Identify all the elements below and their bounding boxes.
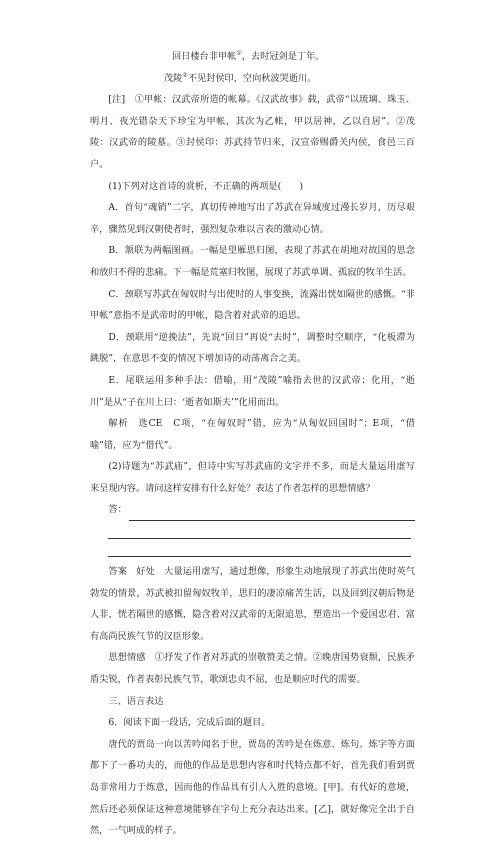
question-1-stem: (1)下列对这首诗的赏析，不正确的两项是( ) xyxy=(108,180,304,192)
poem-line-1-text: 回日楼台非甲帐 xyxy=(172,51,237,62)
answer-label: 答： xyxy=(108,504,127,516)
poem-line-1-rest: ，去时冠剑是丁年。 xyxy=(241,51,325,62)
answer-line-3[interactable] xyxy=(108,539,411,557)
option-c: C．颈联写苏武在匈奴时与出使时的人事变换，流露出恍如隔世的感慨。“非甲帐”意指不是武帝时的甲帐，隐含着对武帝的追思。 xyxy=(90,288,415,322)
answer-feelings: 思想情感 ①抒发了作者对苏武的崇敬赞美之情。②晚唐国势衰颓，民族矛盾尖锐，作者表彰民族气节，歌颂忠贞不屈，也是顺应时代的需要。 xyxy=(90,652,415,686)
option-b: B．颔联为两幅图画。一幅是望雁思归图，表现了苏武在胡地对故国的思念和放归不得的悲痛。下一幅是荒塞归牧图，展现了苏武单调、孤寂的牧羊生活。 xyxy=(90,245,415,278)
answer-line-2[interactable] xyxy=(108,521,411,539)
answer-line-1 xyxy=(108,499,415,521)
option-a: A．首句“魂销”二字，真切传神地写出了苏武在异域度过漫长岁月，历尽艰辛，骤然见到汉朝使者时，强烈复杂难以言表的激动心情。 xyxy=(90,202,415,235)
answer-blank[interactable] xyxy=(129,506,415,521)
question-6-stem: 6．阅读下面一段话，完成后面的题目。 xyxy=(108,717,271,729)
question-1-analysis: 解析 选CE C项，“在匈奴时”错，应为“从匈奴回国时”；E项，“借喻”错，应为“借代”。 xyxy=(90,418,415,451)
question-2-stem: (2)诗题为“苏武庙”，但诗中实写苏武庙的文字并不多，而是大量运用虚写来呈现内容。请问这样安排有什么好处？表达了作者怎样的思想情感？ xyxy=(90,461,415,494)
option-d: D．颈联用“逆挽法”，先说“回日”再说“去时”，调整时空顺序，“化板滞为跳脱”，在意思不变的情况下增加诗的动荡离合之美。 xyxy=(90,331,415,365)
footnote-marker-2: ② xyxy=(182,71,188,79)
reading-passage: 唐代的贾岛一向以苦吟闻名于世，贾岛的苦吟是在炼意、炼句、炼字等方面都下了一番功夫的，而他的作品是思想内容和时代特点都不好，首先我们看到贾岛非常用力于炼意，因而他的作品具有引人入胜的意境。[甲]。有代好的意境，然后还必须保证这种意境能够在字句上充分表达出来。[乙]，就好像完全出于自然，一气呵成的样子。 xyxy=(90,738,415,837)
section-heading: 三、语言表达 xyxy=(108,695,164,707)
document-body xyxy=(90,46,415,842)
answer-text: 答案 好处 大量运用虚写，通过想像，形象生动地展现了苏武出使时英气勃发的情景，苏武被扣留匈奴牧羊，思归的凄凉痛苦生活，以及回到汉朝后物是人非，恍若隔世的感慨，隐含着对汉武帝的无限追思，塑造出一个爱国忠君、富有高尚民族气节的汉臣形象。 xyxy=(90,566,415,642)
option-e: E．尾联运用多种手法：借喻，用“茂陵”喻指去世的汉武帝；化用，“逝川”是从“子在川上曰：‘逝者如斯夫’”化用而出。 xyxy=(90,374,415,408)
poem-line-2-rest: 不见封侯印，空向秋波哭逝川。 xyxy=(187,72,317,84)
poem-line-2-text: 茂陵 xyxy=(164,72,183,84)
footnote-marker-1: ① xyxy=(236,49,242,57)
poem-annotation: [注] ①甲帐：汉武帝所造的帐幕。《汉武故事》载，武帝“以琉璃、珠玉、明月、夜光错杂天下珍宝为甲帐，其次为乙帐，甲以居神，乙以自居”。②茂陵：汉武帝的陵墓。③封侯印：苏武持节归来，汉宣帝赐爵关内侯，食邑三百户。 xyxy=(90,94,415,170)
poem-line-1 xyxy=(172,46,415,68)
poem-line-2 xyxy=(164,68,415,90)
